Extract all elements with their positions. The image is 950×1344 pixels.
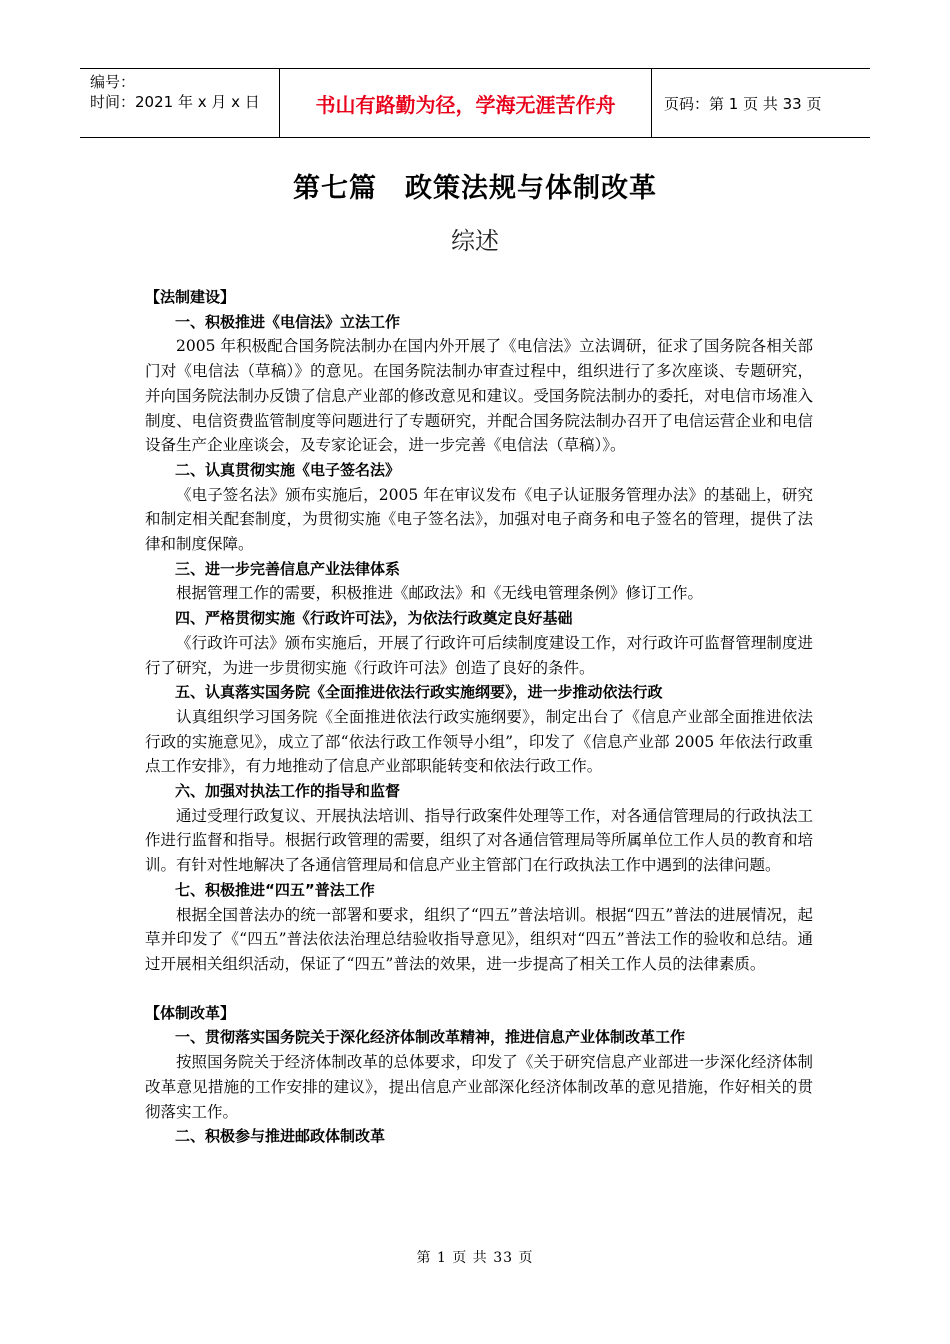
header-meta [80, 69, 280, 137]
document-number-label: 编号： [90, 73, 136, 91]
document-body [145, 285, 813, 1149]
item-title: 四、严格贯彻实施《行政许可法》，为依法行政奠定良好基础 [175, 609, 573, 628]
item-paragraph: 《电子签名法》颁布实施后，2005 年在审议发布《电子认证服务管理办法》的基础上，研究和制定相关配套制度，为贯彻实施《电子签名法》，加强对电子商务和电子签名的管理，提供了法律和制度保障。 [145, 485, 813, 554]
item-paragraph: 根据管理工作的需要，积极推进《邮政法》和《无线电管理条例》修订工作。 [176, 584, 704, 603]
item-title: 一、贯彻落实国务院关于深化经济体制改革精神，推进信息产业体制改革工作 [175, 1028, 686, 1047]
item-paragraph: 认真组织学习国务院《全面推进依法行政实施纲要》，制定出台了《信息产业部全面推进依法行政的实施意见》，成立了部“依法行政工作领导小组”，印发了《信息产业部 2005 年依法行政重点工作安排》，有力地推动了信息产业部职能转变和依法行政工作。 [145, 707, 813, 776]
item-title: 二、积极参与推进邮政体制改革 [175, 1127, 386, 1146]
section-heading: 【体制改革】 [145, 1003, 236, 1022]
item-title: 一、积极推进《电信法》立法工作 [175, 312, 401, 331]
item-paragraph: 通过受理行政复议、开展执法培训、指导行政案件处理等工作，对各通信管理局的行政执法工作进行监督和指导。根据行政管理的需要，组织了对各通信管理局等所属单位工作人员的教育和培训。有针对性地解决了各通信管理局和信息产业主管部门在行政执法工作中遇到的法律问题。 [145, 806, 813, 875]
item-title: 二、认真贯彻实施《电子签名法》 [175, 460, 401, 479]
item-paragraph: 2005 年积极配合国务院法制办在国内外开展了《电信法》立法调研，征求了国务院各相关部门对《电信法（草稿）》的意见。在国务院法制办审查过程中，组织进行了多次座谈、专题研究，并向国务院法制办反馈了信息产业部的修改意见和建议。受国务院法制办的委托，对电信市场准入制度、电信资费监管制度等问题进行了专题研究，并配合国务院法制办召开了电信运营企业和电信设备生产企业座谈会，及专家论证会，进一步完善《电信法（草稿）》。 [145, 337, 813, 455]
page-header [80, 68, 870, 138]
page-title: 第七篇 政策法规与体制改革 [293, 173, 657, 204]
page-subtitle: 综述 [451, 227, 499, 255]
header-page-info: 页码：第 1 页 共 33 页 [664, 94, 822, 113]
header-motto: 书山有路勤为径，学海无涯苦作舟 [280, 69, 652, 137]
item-title: 三、进一步完善信息产业法律体系 [175, 559, 401, 578]
item-title: 七、积极推进“四五”普法工作 [175, 880, 375, 899]
item-paragraph: 按照国务院关于经济体制改革的总体要求，印发了《关于研究信息产业部进一步深化经济体制改革意见措施的工作安排的建议》，提出信息产业部深化经济体制改革的意见措施，作好相关的贯彻落实工作。 [145, 1053, 813, 1121]
item-title: 五、认真落实国务院《全面推进依法行政实施纲要》，进一步推动依法行政 [175, 683, 663, 702]
item-title: 六、加强对执法工作的指导和监督 [175, 782, 401, 801]
item-paragraph: 《行政许可法》颁布实施后，开展了行政许可后续制度建设工作，对行政许可监督管理制度进行了研究，为进一步贯彻实施《行政许可法》创造了良好的条件。 [145, 633, 813, 677]
section-heading: 【法制建设】 [145, 288, 236, 306]
section-spacer [145, 977, 813, 1001]
page-footer: 第 1 页 共 33 页 [416, 1250, 534, 1266]
item-paragraph: 根据全国普法办的统一部署和要求，组织了“四五”普法培训。根据“四五”普法的进展情况，起草并印发了《“四五”普法依法治理总结验收指导意见》，组织对“四五”普法工作的验收和总结。通过开展相关组织活动，保证了“四五”普法的效果，进一步提高了相关工作人员的法律素质。 [145, 905, 813, 973]
document-date: 时间：2021 年 x 月 x 日 [90, 93, 260, 111]
